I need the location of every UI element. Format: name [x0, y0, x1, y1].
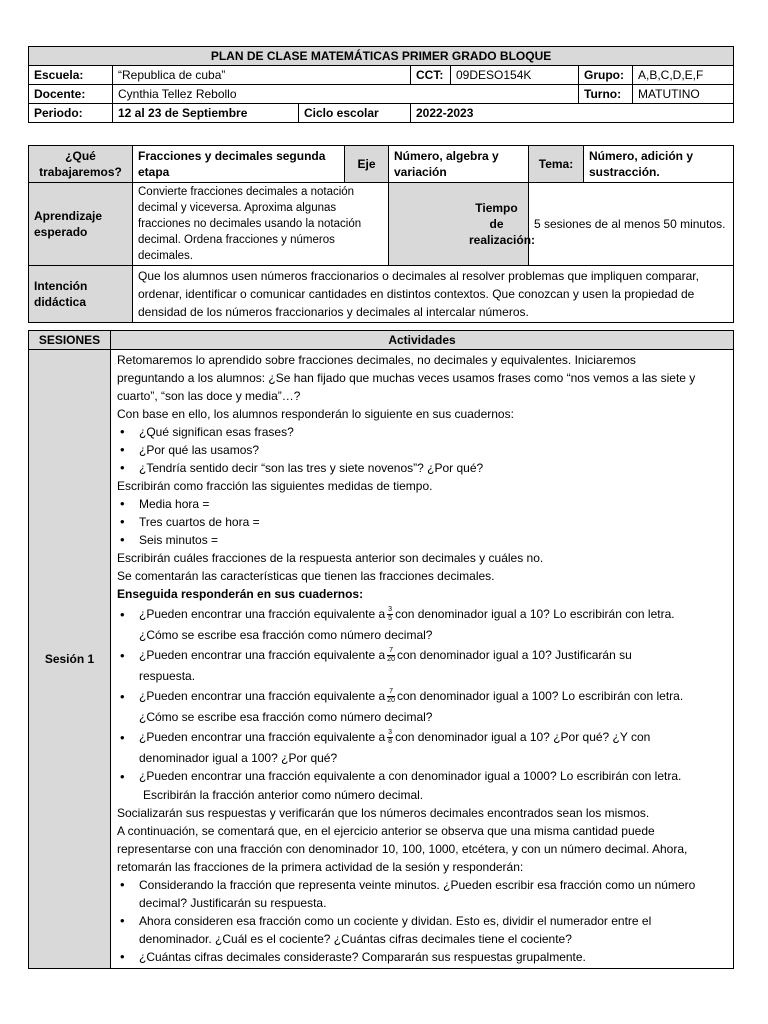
question-continuation: Escribirán la fracción anterior como número decimal. — [143, 788, 424, 802]
turno-value: MATUTINO — [633, 85, 734, 104]
activity-line: Escribirán como fracción las siguientes medidas de tiempo. — [117, 479, 433, 493]
sesiones-header: SESIONES — [29, 331, 111, 350]
question-item — [117, 603, 727, 626]
fraction-denominator: 20 — [387, 656, 395, 664]
question-text: ¿Pueden encontrar una fracción equivalente a — [139, 648, 386, 662]
sessions-table — [28, 330, 734, 969]
list-item: • ¿Por qué las usamos? — [117, 441, 727, 459]
question-text: con denominador igual a 100? Lo escribirán con letra. — [396, 689, 684, 703]
list-item: • ¿Tendría sentido decir “son las tres y siete novenos”? ¿Por qué? — [117, 459, 727, 477]
eje-value: Número, algebra y variación — [389, 146, 529, 183]
docente-label: Docente: — [29, 85, 113, 104]
question-continuation: respuesta. — [139, 669, 196, 683]
question-continuation: denominador igual a 100? ¿Por qué? — [139, 751, 338, 765]
list-item: • ¿Cuántas cifras decimales consideraste? Compararán sus respuestas grupalmente. — [117, 948, 727, 966]
aprendizaje-value: Convierte fracciones decimales a notación decimal y viceversa. Aproxima algunas fracciones no decimales usando la notación decimal. Ordena fracciones y números decimales. — [133, 183, 389, 266]
question-item: • ¿Pueden encontrar una fracción equivalente a con denominador igual a 1000? Lo escribirán con letra. — [117, 767, 727, 786]
fraction — [387, 688, 395, 705]
list-item: • Seis minutos = — [117, 531, 727, 549]
activity-line: Enseguida responderán en sus cuadernos: — [117, 587, 364, 601]
question-text: ¿Pueden encontrar una fracción equivalente a — [139, 689, 386, 703]
grupo-value: A,B,C,D,E,F — [633, 66, 734, 85]
question-text: con denominador igual a 10? Lo escribirán con letra. — [395, 607, 675, 621]
cct-label: CCT: — [411, 66, 451, 85]
tema-value: Número, adición y sustracción. — [584, 146, 734, 183]
fraction — [387, 647, 395, 664]
ciclo-value: 2022-2023 — [411, 104, 734, 123]
fraction-numerator: 7 — [389, 688, 394, 696]
plan-title: PLAN DE CLASE MATEMÁTICAS PRIMER GRADO BLOQUE — [29, 47, 734, 66]
escuela-value: “Republica de cuba” — [113, 66, 411, 85]
question-text: ¿Pueden encontrar una fracción equivalente a — [139, 607, 386, 621]
activity-line: Escribirán cuáles fracciones de la respuesta anterior son decimales y cuáles no. — [117, 551, 544, 565]
grupo-label: Grupo: — [579, 66, 633, 85]
fraction-numerator: 3 — [388, 729, 393, 737]
question-text: con denominador igual a 10? Justificarán su — [396, 648, 632, 662]
question-item — [117, 644, 727, 667]
eje-label: Eje — [345, 146, 389, 183]
question-item — [117, 685, 727, 708]
aprendizaje-label: Aprendizaje esperado — [29, 183, 133, 266]
activity-line: A continuación, se comentará que, en el ejercicio anterior se observa que una misma cantidad puede — [117, 824, 655, 838]
question-item — [117, 726, 727, 749]
fraction-denominator: 8 — [388, 738, 393, 746]
list-item: • Ahora consideren esa fracción como un cociente y dividan. Esto es, dividir el numerador entre el — [117, 912, 727, 930]
list-item-continuation: denominador. ¿Cuál es el cociente? ¿Cuántas cifras decimales tiene el cociente? — [139, 932, 572, 946]
intencion-value: Que los alumnos usen números fraccionarios o decimales al resolver problemas que impliquen comparar, ordenar, identificar o comunicar cantidades en distintos contextos. Que conozcan y usen la propiedad de densidad de los números fraccionarios y decimales al intercalar números. — [133, 266, 734, 323]
list-item: • Media hora = — [117, 495, 727, 513]
que-value: Fracciones y decimales segunda etapa — [133, 146, 345, 183]
tiempo-label: Tiempo de realización: — [389, 183, 529, 266]
periodo-value: 12 al 23 de Septiembre — [113, 104, 299, 123]
docente-value: Cynthia Tellez Rebollo — [113, 85, 579, 104]
activity-line: Socializarán sus respuestas y verificarán que los números decimales encontrados sean los mismos. — [117, 806, 650, 820]
fraction-denominator: 20 — [387, 697, 395, 705]
activity-line: preguntando a los alumnos: ¿Se han fijado que muchas veces usamos frases como “nos vemos a las siete y — [117, 371, 696, 385]
fraction — [387, 729, 393, 746]
activity-line: representarse con una fracción con denominador 10, 100, 1000, etcétera, y con un número decimal. Ahora, — [117, 842, 688, 856]
periodo-label: Periodo: — [29, 104, 113, 123]
question-continuation: ¿Cómo se escribe esa fracción como número decimal? — [139, 710, 433, 724]
activity-line: Retomaremos lo aprendido sobre fracciones decimales, no decimales y equivalentes. Iniciaremos — [117, 353, 636, 367]
que-label: ¿Qué trabajaremos? — [29, 146, 133, 183]
actividades-header: Actividades — [111, 331, 734, 350]
tema-label: Tema: — [529, 146, 584, 183]
activity-line: retomarán las fracciones de la primera actividad de la sesión y responderán: — [117, 860, 524, 874]
list-item: • Tres cuartos de hora = — [117, 513, 727, 531]
activity-line: Con base en ello, los alumnos responderán lo siguiente en sus cuadernos: — [117, 407, 514, 421]
activity-line: Se comentarán las características que tienen las fracciones decimales. — [117, 569, 495, 583]
activity-line: cuarto”, “son las doce y media”…? — [117, 389, 301, 403]
session-1-label: Sesión 1 — [29, 350, 111, 969]
tiempo-value: 5 sesiones de al menos 50 minutos. — [529, 183, 734, 266]
header-table — [28, 46, 734, 123]
ciclo-label: Ciclo escolar — [299, 104, 411, 123]
question-text: ¿Pueden encontrar una fracción equivalente a — [139, 730, 386, 744]
question-text: con denominador igual a 10? ¿Por qué? ¿Y con — [395, 730, 651, 744]
fraction-numerator: 3 — [388, 606, 393, 614]
session-1-activities — [111, 350, 734, 969]
fraction-denominator: 5 — [388, 615, 393, 623]
list-item: • Considerando la fracción que representa veinte minutos. ¿Pueden escribir esa fracción como un número — [117, 876, 727, 894]
list-item-continuation: decimal? Justificarán su respuesta. — [139, 896, 327, 910]
fraction — [387, 606, 393, 623]
cct-value: 09DESO154K — [451, 66, 579, 85]
question-continuation: ¿Cómo se escribe esa fracción como número decimal? — [139, 628, 433, 642]
fraction-numerator: 7 — [389, 647, 394, 655]
intencion-label: Intención didáctica — [29, 266, 133, 323]
plan-table — [28, 145, 734, 323]
escuela-label: Escuela: — [29, 66, 113, 85]
turno-label: Turno: — [579, 85, 633, 104]
list-item: • ¿Qué significan esas frases? — [117, 423, 727, 441]
